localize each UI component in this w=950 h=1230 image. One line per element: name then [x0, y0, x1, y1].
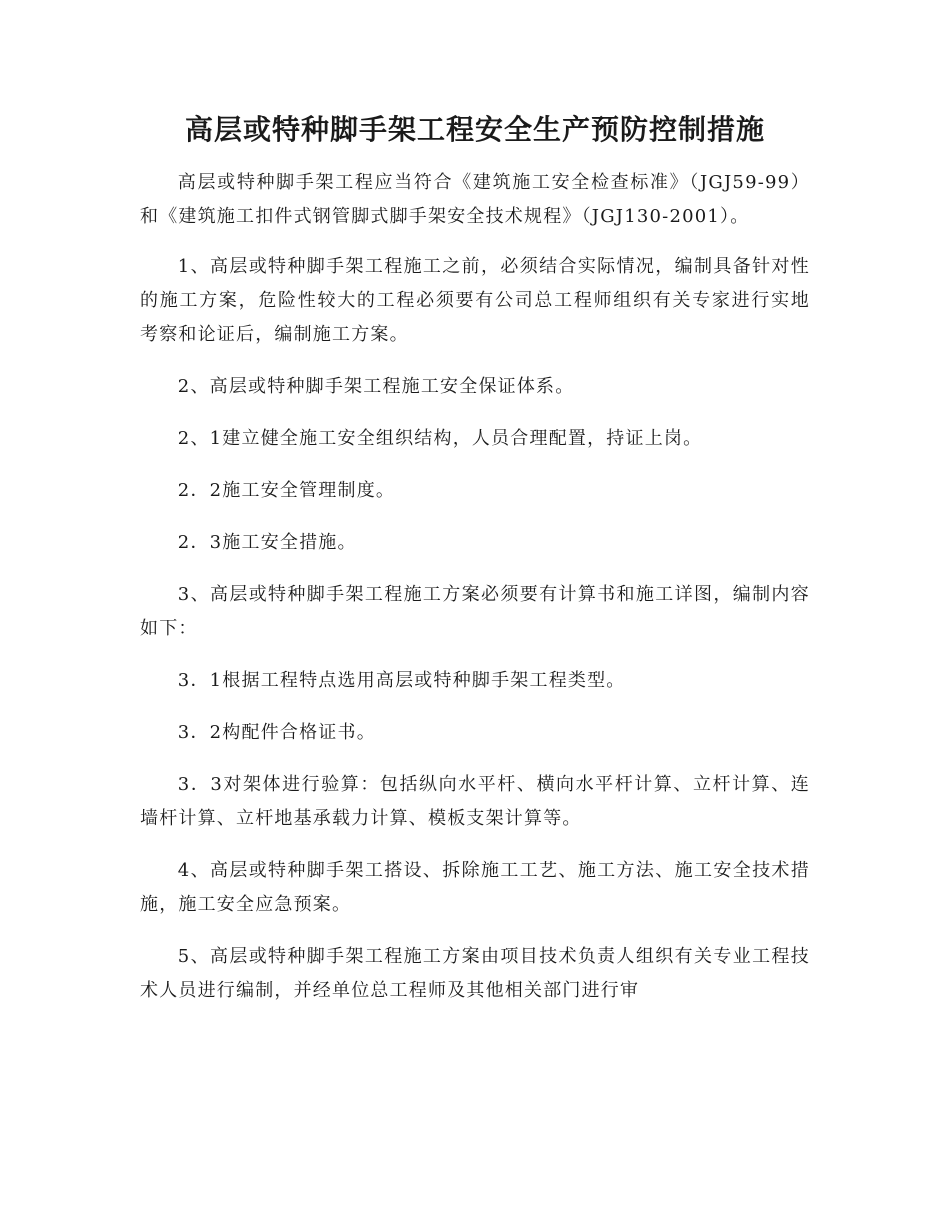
paragraph-item-1: 1、高层或特种脚手架工程施工之前，必须结合实际情况，编制具备针对性的施工方案，危险性较大的工程必须要有公司总工程师组织有关专家进行实地考察和论证后，编制施工方案。 — [140, 256, 810, 345]
paragraph-item-2-1: 2、1建立健全施工安全组织结构，人员合理配置，持证上岗。 — [177, 428, 703, 449]
paragraph-item-2-3: 2．3施工安全措施。 — [177, 532, 357, 553]
paragraph-item-3-3: 3．3对架体进行验算：包括纵向水平杆、横向水平杆计算、立杆计算、连墙杆计算、立杆地基承载力计算、模板支架计算等。 — [140, 774, 810, 829]
paragraph-item-3: 3、高层或特种脚手架工程施工方案必须要有计算书和施工详图，编制内容如下： — [140, 584, 810, 639]
paragraph-item-4: 4、高层或特种脚手架工搭设、拆除施工工艺、施工方法、施工安全技术措施，施工安全应急预案。 — [140, 860, 810, 915]
paragraph-item-3-2: 3．2构配件合格证书。 — [177, 722, 376, 743]
document-body — [140, 166, 810, 1026]
paragraph-item-5: 5、高层或特种脚手架工程施工方案由项目技术负责人组织有关专业工程技术人员进行编制，并经单位总工程师及其他相关部门进行审 — [140, 946, 810, 1001]
paragraph-item-3-1: 3．1根据工程特点选用高层或特种脚手架工程类型。 — [177, 670, 626, 691]
paragraph-item-2: 2、高层或特种脚手架工程施工安全保证体系。 — [177, 376, 575, 397]
paragraph-item-2-2: 2．2施工安全管理制度。 — [177, 480, 396, 501]
document-title: 高层或特种脚手架工程安全生产预防控制措施 — [184, 113, 765, 146]
paragraph-intro: 高层或特种脚手架工程应当符合《建筑施工安全检查标准》（JGJ59-99）和《建筑施工扣件式钢管脚式脚手架安全技术规程》（JGJ130-2001）。 — [140, 172, 810, 227]
